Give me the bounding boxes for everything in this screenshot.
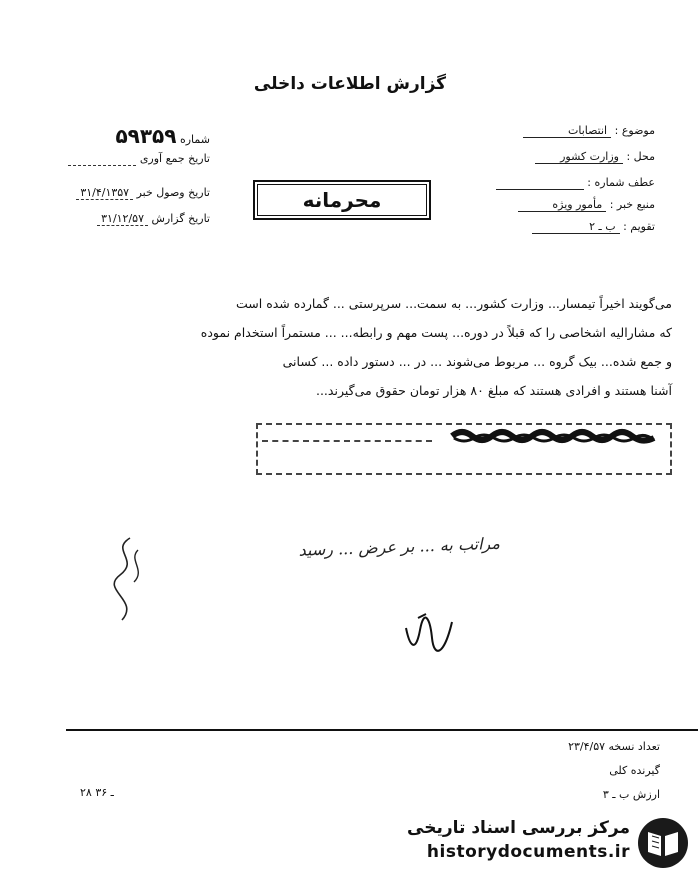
source-value: مأمور ویژه	[518, 198, 606, 212]
open-book-icon	[636, 816, 690, 870]
location-field: محل : وزارت کشور	[430, 150, 655, 164]
copies-label: تعداد نسخه	[608, 740, 660, 753]
document-title: گزارش اطلاعات داخلی	[253, 74, 447, 94]
watermark-url: historydocuments.ir	[426, 842, 630, 862]
copies-value: ۲۳/۴/۵۷	[568, 740, 606, 753]
redaction-scribble	[450, 426, 658, 446]
footer-divider	[66, 729, 698, 731]
attachment-label: عطف شماره	[594, 176, 655, 189]
report-body	[132, 290, 672, 406]
body-line: و جمع شده... بیک گروه ... مربوط می‌شوند ... در ... دستور داده ... کسانی	[282, 354, 672, 369]
signature-icon	[400, 608, 460, 664]
report-date-label: تاریخ گزارش	[151, 212, 210, 225]
number-value: ۵۹۳۵۹	[115, 124, 177, 148]
location-value: وزارت کشور	[535, 150, 623, 164]
report-date-field	[36, 212, 210, 226]
location-label: محل	[633, 150, 655, 163]
footer-evaluation-value: ب ـ ۳	[602, 788, 630, 801]
subject-value: انتصابات	[523, 124, 611, 138]
received-date-label: تاریخ وصول خبر	[136, 186, 210, 199]
evaluation-value: ب ـ ۲	[532, 220, 620, 234]
source-field: منبع خبر : مأمور ویژه	[430, 198, 655, 212]
attachment-field: عطف شماره :	[430, 176, 655, 190]
watermark-org-name: مرکز بررسی اسناد تاریخی	[407, 818, 630, 838]
body-line: آشنا هستند و افرادی هستند که مبلغ ۸۰ هزار تومان حقوق می‌گیرند...	[315, 383, 672, 398]
body-line: می‌گویند اخیراً تیمسار... وزارت کشور... به سمت... سرپرستی ... گمارده شده است	[236, 296, 672, 311]
archive-number: ۲۸ ـ ۳۶	[80, 786, 114, 799]
redaction-dashes	[262, 440, 432, 442]
subject-label: موضوع	[621, 124, 655, 137]
subject-field: موضوع : انتصابات	[430, 124, 655, 138]
footer-evaluation-field	[470, 788, 660, 801]
body-line: که مشارالیه اشخاصی را که قبلاً در دوره... پست مهم و رابطه... ... مستمراً استخدام نموده	[200, 325, 672, 340]
handwritten-note: مراتب به ... بر عرض ... رسید	[298, 533, 501, 560]
received-date-field	[36, 186, 210, 200]
compiled-date-blank	[68, 152, 136, 166]
recipient-field	[470, 764, 660, 777]
attachment-blank	[496, 176, 584, 190]
recipient-label: گیرنده کلی	[609, 764, 660, 777]
number-label: شماره	[179, 133, 210, 146]
handwritten-margin-mark	[100, 530, 160, 630]
compiled-date-label: تاریخ جمع آوری	[139, 152, 210, 165]
copies-field	[390, 740, 660, 753]
evaluation-field: تقویم : ب ـ ۲	[430, 220, 655, 234]
number-field	[40, 124, 210, 148]
received-date-value: ۳۱/۴/۱۳۵۷	[76, 186, 133, 200]
evaluation-label: تقویم	[630, 220, 655, 233]
report-date-value: ۳۱/۱۲/۵۷	[97, 212, 148, 226]
source-label: منبع خبر	[616, 198, 655, 211]
confidential-stamp: محرمانه	[253, 180, 431, 220]
compiled-date-field	[40, 152, 210, 166]
footer-evaluation-label: ارزش	[632, 788, 660, 801]
